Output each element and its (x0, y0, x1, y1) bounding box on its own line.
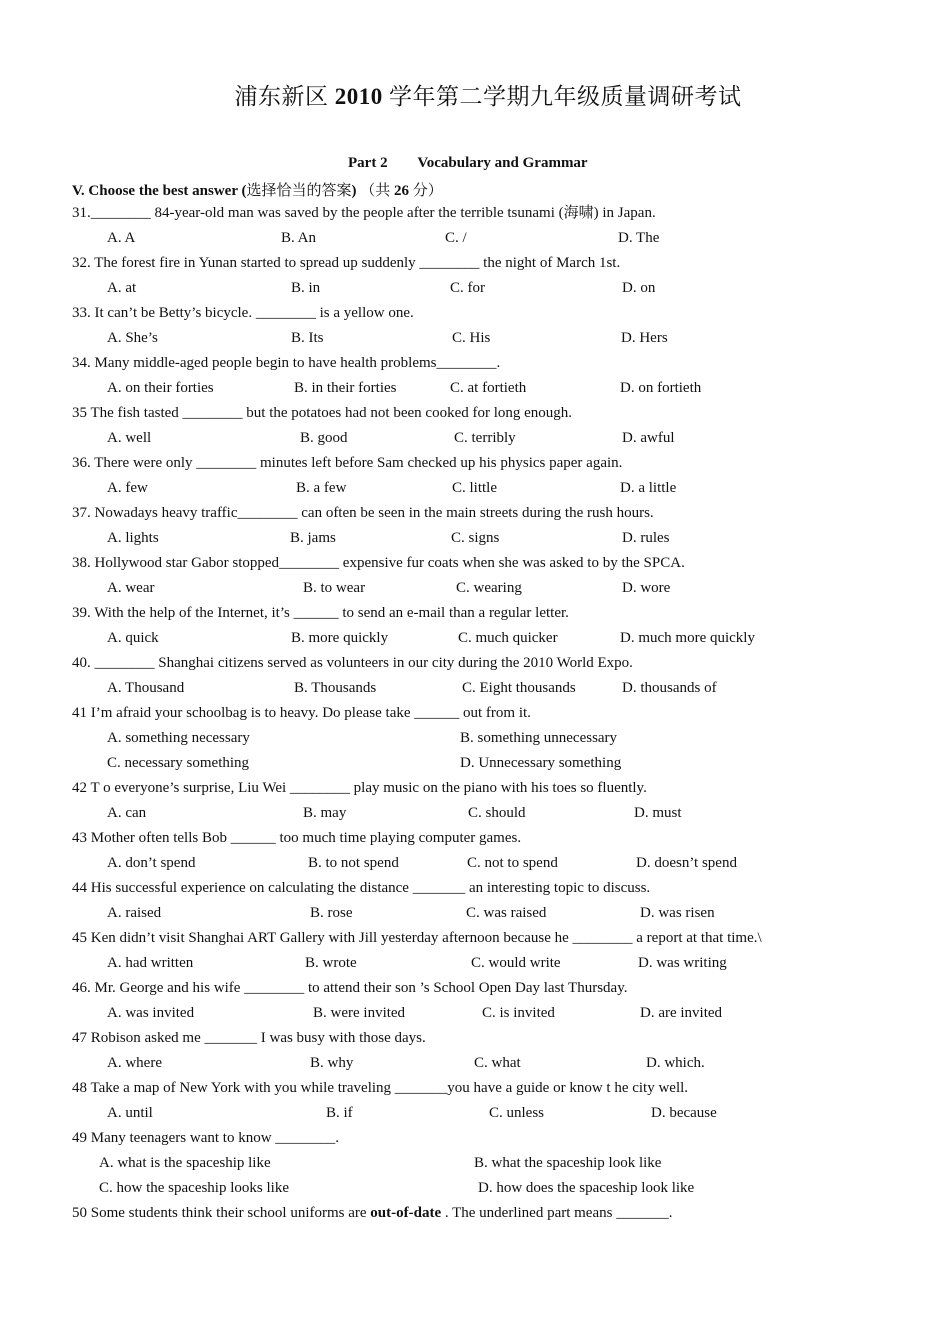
section-cn: 选择恰当的答案 (246, 183, 352, 199)
question-35-stem: 35 The fish tasted ________ but the potatoes had not been cooked for long enough. (72, 405, 573, 421)
option-b[interactable]: B. in (291, 280, 321, 296)
option-d[interactable]: D. rules (622, 530, 670, 546)
question-32-options (72, 276, 842, 301)
option-d[interactable]: D. on (622, 280, 656, 296)
question-50-stem (72, 1201, 842, 1226)
part-name: Vocabulary and Grammar (417, 155, 588, 171)
question-46-options (72, 1001, 842, 1026)
underlined-phrase: out-of-date (370, 1205, 442, 1221)
part-label: Part 2 (348, 155, 388, 171)
option-c[interactable]: C. little (452, 480, 497, 496)
option-b[interactable]: B. if (326, 1105, 353, 1121)
question-49-stem: 49 Many teenagers want to know ________. (72, 1130, 340, 1146)
question-31-options (72, 226, 842, 251)
option-d[interactable]: D. thousands of (622, 680, 717, 696)
question-42-stem: 42 T o everyone’s surprise, Liu Wei ________ play music on the piano with his toes so fluently. (72, 780, 647, 796)
option-d[interactable]: D. how does the spaceship look like (478, 1180, 695, 1196)
option-a[interactable]: A. was invited (107, 1005, 195, 1021)
question-45-options (72, 951, 842, 976)
question-list (72, 201, 842, 1226)
option-c[interactable]: C. was raised (466, 905, 547, 921)
option-c[interactable]: C. is invited (482, 1005, 555, 1021)
option-b[interactable]: B. Thousands (294, 680, 377, 696)
option-a[interactable]: A. She’s (107, 330, 158, 346)
option-a[interactable]: A. quick (107, 630, 159, 646)
option-b[interactable]: B. to wear (303, 580, 366, 596)
option-a[interactable]: A. well (107, 430, 152, 446)
option-c[interactable]: C. signs (451, 530, 500, 546)
question-41-options-row2 (72, 751, 842, 776)
option-d[interactable]: D. The (618, 230, 660, 246)
question-48-stem: 48 Take a map of New York with you while traveling _______you have a guide or know t he city well. (72, 1080, 689, 1096)
question-49-options-row2 (72, 1176, 842, 1201)
option-b[interactable]: B. may (303, 805, 347, 821)
question-43-stem: 43 Mother often tells Bob ______ too much time playing computer games. (72, 830, 522, 846)
option-d[interactable]: D. because (651, 1105, 717, 1121)
option-d[interactable]: D. wore (622, 580, 671, 596)
question-34-stem: 34. Many middle-aged people begin to have health problems________. (72, 355, 501, 371)
title-year: 2010 (334, 84, 383, 109)
option-c[interactable]: C. at fortieth (450, 380, 527, 396)
question-37-stem: 37. Nowadays heavy traffic________ can often be seen in the main streets during the rush hours. (72, 505, 654, 521)
question-41-stem: 41 I’m afraid your schoolbag is to heavy. Do please take ______ out from it. (72, 705, 531, 721)
option-a[interactable]: A. A (107, 230, 136, 246)
question-33-options (72, 326, 842, 351)
question-44-stem: 44 His successful experience on calculating the distance _______ an interesting topic to discuss. (72, 880, 651, 896)
option-d[interactable]: D. must (634, 805, 682, 821)
question-40-options (72, 676, 842, 701)
option-a[interactable]: A. what is the spaceship like (99, 1155, 271, 1171)
option-d[interactable]: D. awful (622, 430, 675, 446)
question-39-stem: 39. With the help of the Internet, it’s ______ to send an e-mail than a regular letter. (72, 605, 569, 621)
question-47-options (72, 1051, 842, 1076)
question-37-options (72, 526, 842, 551)
option-a[interactable]: A. where (107, 1055, 162, 1071)
option-a[interactable]: A. on their forties (107, 380, 214, 396)
option-d[interactable]: D. a little (620, 480, 677, 496)
option-b[interactable]: B. An (281, 230, 317, 246)
option-a[interactable]: A. don’t spend (107, 855, 196, 871)
option-d[interactable]: D. are invited (640, 1005, 723, 1021)
option-d[interactable]: D. doesn’t spend (636, 855, 737, 871)
question-38-options (72, 576, 842, 601)
option-b[interactable]: B. in their forties (294, 380, 397, 396)
option-d[interactable]: D. was risen (640, 905, 715, 921)
option-c[interactable]: C. should (468, 805, 526, 821)
option-c[interactable]: C. what (474, 1055, 521, 1071)
option-b[interactable]: B. more quickly (291, 630, 389, 646)
option-c[interactable]: C. how the spaceship looks like (99, 1180, 289, 1196)
question-32-stem: 32. The forest fire in Yunan started to spread up suddenly ________ the night of March 1st. (72, 255, 621, 271)
option-a[interactable]: A. few (107, 480, 148, 496)
question-49-options-row1 (72, 1151, 842, 1176)
option-c[interactable]: C. would write (471, 955, 561, 971)
question-47-stem: 47 Robison asked me _______ I was busy with those days. (72, 1030, 426, 1046)
option-c[interactable]: C. His (452, 330, 491, 346)
option-a[interactable]: A. can (107, 805, 147, 821)
option-c[interactable]: C. for (450, 280, 485, 296)
title-suffix: 学年第二学期九年级质量调研考试 (382, 84, 742, 109)
question-43-options (72, 851, 842, 876)
question-33-stem: 33. It can’t be Betty’s bicycle. ________ is a yellow one. (72, 305, 414, 321)
option-a[interactable]: A. at (107, 280, 137, 296)
part-heading (348, 155, 588, 172)
section-heading (72, 179, 443, 200)
question-31-stem: 31.________ 84-year-old man was saved by the people after the terrible tsunami (海啸) in Japan. (72, 205, 656, 221)
option-d[interactable]: D. Unnecessary something (460, 755, 622, 771)
section-score: 26 (393, 183, 409, 199)
option-b[interactable]: B. were invited (313, 1005, 406, 1021)
question-36-stem: 36. There were only ________ minutes left before Sam checked up his physics paper again. (72, 455, 623, 471)
section-label: V. Choose the best answer ( (72, 183, 247, 199)
option-b[interactable]: B. a few (296, 480, 347, 496)
option-b[interactable]: B. jams (290, 530, 336, 546)
option-b[interactable]: B. rose (310, 905, 353, 921)
option-c[interactable]: C. terribly (454, 430, 516, 446)
option-b[interactable]: B. wrote (305, 955, 357, 971)
option-b[interactable]: B. why (310, 1055, 354, 1071)
option-b[interactable]: B. what the spaceship look like (474, 1155, 662, 1171)
option-c[interactable]: C. necessary something (107, 755, 250, 771)
option-a[interactable]: A. wear (107, 580, 155, 596)
question-36-options (72, 476, 842, 501)
question-41-options-row1 (72, 726, 842, 751)
option-c[interactable]: C. / (445, 230, 467, 246)
question-45-stem: 45 Ken didn’t visit Shanghai ART Gallery with Jill yesterday afternoon because he ________ a report at that time.\ (72, 930, 762, 946)
option-d[interactable]: D. on fortieth (620, 380, 702, 396)
exam-title (0, 78, 950, 111)
question-39-options (72, 626, 842, 651)
option-b[interactable]: B. good (300, 430, 348, 446)
question-46-stem: 46. Mr. George and his wife ________ to attend their son ’s School Open Day last Thursday. (72, 980, 628, 996)
section-score-pre: （共 (360, 183, 394, 199)
option-d[interactable]: D. much more quickly (620, 630, 755, 646)
option-a[interactable]: A. lights (107, 530, 159, 546)
option-a[interactable]: A. raised (107, 905, 162, 921)
option-c[interactable]: C. unless (489, 1105, 545, 1121)
option-c[interactable]: C. wearing (456, 580, 522, 596)
option-c[interactable]: C. much quicker (458, 630, 558, 646)
question-50-stem-pre: 50 Some students think their school uniforms are (72, 1205, 371, 1221)
question-35-options (72, 426, 842, 451)
option-d[interactable]: D. Hers (621, 330, 668, 346)
option-a[interactable]: A. until (107, 1105, 153, 1121)
question-40-stem: 40. ________ Shanghai citizens served as volunteers in our city during the 2010 World Expo. (72, 655, 633, 671)
section-score-post: 分） (408, 183, 443, 199)
question-38-stem: 38. Hollywood star Gabor stopped________ expensive fur coats when she was asked to by the SPCA. (72, 555, 685, 571)
option-d[interactable]: D. was writing (638, 955, 727, 971)
question-50-stem-post: . The underlined part means _______. (441, 1205, 673, 1221)
option-a[interactable]: A. Thousand (107, 680, 185, 696)
option-a[interactable]: A. something necessary (107, 730, 250, 746)
option-c[interactable]: C. not to spend (467, 855, 558, 871)
question-44-options (72, 901, 842, 926)
option-a[interactable]: A. had written (107, 955, 194, 971)
section-close: ) (351, 183, 357, 199)
title-prefix: 浦东新区 (234, 84, 335, 109)
question-34-options (72, 376, 842, 401)
option-b[interactable]: B. something unnecessary (460, 730, 618, 746)
option-b[interactable]: B. to not spend (308, 855, 399, 871)
question-42-options (72, 801, 842, 826)
question-48-options (72, 1101, 842, 1126)
option-b[interactable]: B. Its (291, 330, 324, 346)
option-d[interactable]: D. which. (646, 1055, 705, 1071)
option-c[interactable]: C. Eight thousands (462, 680, 576, 696)
